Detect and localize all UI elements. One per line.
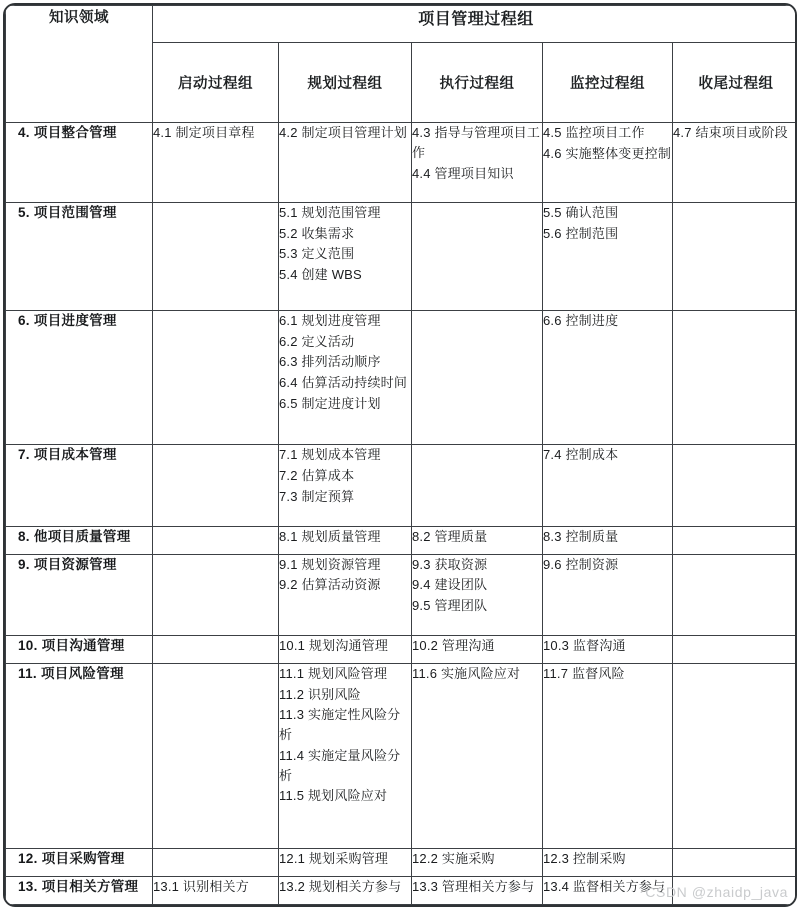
- knowledge-area-number: 10.: [18, 637, 38, 653]
- process-cell-initiating: [153, 123, 279, 203]
- process-list: [279, 311, 411, 414]
- table-row: [6, 526, 798, 554]
- process-item: 4.3 指导与管理项目工作: [412, 125, 541, 160]
- process-list: [412, 877, 542, 897]
- header-stage-planning-label: 规划过程组: [286, 49, 404, 116]
- process-cell-executing: [412, 202, 543, 310]
- process-item: 11.5 规划风险应对: [279, 788, 388, 804]
- process-list: [543, 664, 672, 684]
- process-item: 13.4 监督相关方参与: [543, 879, 666, 895]
- process-list: [279, 555, 411, 596]
- knowledge-area-cell: [6, 445, 153, 526]
- process-item: 4.2 制定项目管理计划: [279, 125, 408, 140]
- process-list: [279, 636, 411, 656]
- knowledge-area-number: 11.: [18, 665, 37, 681]
- process-cell-closing: [673, 877, 798, 905]
- table-row: [6, 849, 798, 877]
- process-item: 13.2 规划相关方参与: [279, 879, 402, 895]
- table-row: [6, 202, 798, 310]
- process-list: [412, 527, 542, 547]
- header-stage-monitoring: [543, 43, 673, 123]
- knowledge-area-number: 6.: [18, 312, 30, 328]
- process-item: 12.2 实施采购: [412, 851, 495, 867]
- process-cell-planning: [279, 310, 412, 445]
- process-item: 6.2 定义活动: [279, 333, 355, 349]
- process-list: [279, 849, 411, 869]
- header-stage-initiating: [153, 43, 279, 123]
- knowledge-area-process-group-table: [5, 5, 797, 905]
- process-item: 11.2 识别风险: [279, 686, 361, 702]
- process-cell-executing: [412, 849, 543, 877]
- process-list: [279, 445, 411, 506]
- knowledge-area-cell: [6, 123, 153, 203]
- process-cell-monitoring: [543, 123, 673, 203]
- table-row: [6, 635, 798, 663]
- knowledge-area-number: 7.: [18, 447, 30, 463]
- process-cell-closing: [673, 554, 798, 635]
- process-list: [412, 123, 542, 183]
- knowledge-area-name: 项目沟通管理: [41, 637, 125, 653]
- knowledge-area-number: 9.: [18, 556, 30, 572]
- knowledge-area-name: 项目资源管理: [33, 556, 117, 572]
- process-item: 4.5 监控项目工作: [543, 125, 645, 140]
- process-cell-executing: [412, 526, 543, 554]
- process-list: [543, 849, 672, 869]
- process-cell-initiating: [153, 310, 279, 445]
- process-item: 5.2 收集需求: [279, 225, 355, 241]
- matrix-frame: [3, 3, 797, 907]
- process-item: 9.6 控制资源: [543, 556, 619, 572]
- knowledge-area-number: 8.: [18, 528, 30, 544]
- table-row: [6, 663, 798, 848]
- process-cell-initiating: [153, 663, 279, 848]
- knowledge-area-cell: [6, 663, 153, 848]
- process-cell-executing: [412, 877, 543, 905]
- process-item: 5.4 创建 WBS: [279, 267, 362, 283]
- table-row: [6, 123, 798, 203]
- process-cell-monitoring: [543, 849, 673, 877]
- process-item: 6.1 规划进度管理: [279, 312, 381, 328]
- process-cell-closing: [673, 635, 798, 663]
- process-cell-closing: [673, 202, 798, 310]
- process-list: [673, 123, 797, 143]
- process-cell-planning: [279, 663, 412, 848]
- knowledge-area-name: 他项目质量管理: [33, 528, 131, 544]
- process-item: 10.3 监督沟通: [543, 637, 626, 653]
- process-item: 9.2 估算活动资源: [279, 577, 381, 593]
- process-cell-planning: [279, 123, 412, 203]
- process-item: 4.6 实施整体变更控制: [543, 145, 672, 161]
- process-item: 9.4 建设团队: [412, 577, 488, 593]
- knowledge-area-name: 项目风险管理: [41, 665, 124, 681]
- process-item: 6.6 控制进度: [543, 312, 619, 328]
- knowledge-area-cell: [6, 635, 153, 663]
- table-row: [6, 445, 798, 526]
- process-item: 9.1 规划资源管理: [279, 556, 381, 572]
- header-stage-initiating-label: 启动过程组: [160, 49, 271, 116]
- process-item: 7.1 规划成本管理: [279, 447, 381, 463]
- knowledge-area-name: 项目整合管理: [33, 125, 117, 140]
- process-item: 4.7 结束项目或阶段: [673, 125, 788, 140]
- process-cell-monitoring: [543, 877, 673, 905]
- process-cell-planning: [279, 445, 412, 526]
- process-cell-initiating: [153, 849, 279, 877]
- process-list: [543, 555, 672, 575]
- header-process-group-title: 项目管理过程组: [153, 6, 798, 43]
- process-item: 9.5 管理团队: [412, 598, 488, 614]
- process-list: [412, 636, 542, 656]
- header-row-group-title: [6, 6, 798, 43]
- process-list: [543, 203, 672, 244]
- process-list: [543, 445, 672, 465]
- knowledge-area-number: 13.: [18, 879, 38, 895]
- header-stage-planning: [279, 43, 412, 123]
- process-cell-initiating: [153, 554, 279, 635]
- process-cell-closing: [673, 123, 798, 203]
- process-list: [279, 203, 411, 285]
- process-list: [279, 664, 411, 806]
- process-cell-planning: [279, 849, 412, 877]
- process-item: 6.5 制定进度计划: [279, 395, 381, 411]
- knowledge-area-name: 项目范围管理: [33, 204, 117, 220]
- process-item: 8.1 规划质量管理: [279, 528, 381, 544]
- process-cell-executing: [412, 554, 543, 635]
- process-cell-initiating: [153, 877, 279, 905]
- process-cell-closing: [673, 310, 798, 445]
- process-cell-monitoring: [543, 663, 673, 848]
- process-item: 5.5 确认范围: [543, 204, 619, 220]
- process-cell-executing: [412, 310, 543, 445]
- process-cell-initiating: [153, 202, 279, 310]
- process-cell-monitoring: [543, 202, 673, 310]
- process-item: 8.2 管理质量: [412, 528, 488, 544]
- process-item: 9.3 获取资源: [412, 556, 488, 572]
- knowledge-area-name: 项目成本管理: [33, 447, 117, 463]
- knowledge-area-name: 项目相关方管理: [41, 879, 139, 895]
- process-cell-planning: [279, 877, 412, 905]
- process-cell-initiating: [153, 445, 279, 526]
- process-item: 13.3 管理相关方参与: [412, 879, 535, 895]
- process-cell-initiating: [153, 635, 279, 663]
- watermark: CSDN @zhaidp_java: [645, 884, 788, 900]
- process-list: [543, 636, 672, 656]
- process-item: 13.1 识别相关方: [153, 879, 249, 895]
- process-item: 10.1 规划沟通管理: [279, 637, 389, 653]
- header-stage-monitoring-label: 监控过程组: [550, 49, 665, 116]
- process-item: 11.7 监督风险: [543, 665, 625, 681]
- process-item: 12.3 控制采购: [543, 851, 626, 867]
- process-list: [153, 877, 278, 897]
- header-stage-executing: [412, 43, 543, 123]
- process-list: [543, 311, 672, 331]
- process-cell-closing: [673, 849, 798, 877]
- process-cell-planning: [279, 526, 412, 554]
- process-cell-executing: [412, 663, 543, 848]
- process-list: [543, 123, 672, 164]
- process-cell-monitoring: [543, 310, 673, 445]
- process-item: 11.4 实施定量风险分析: [279, 747, 401, 783]
- process-cell-monitoring: [543, 635, 673, 663]
- process-cell-executing: [412, 445, 543, 526]
- process-item: 7.2 估算成本: [279, 468, 355, 484]
- process-item: 5.3 定义范围: [279, 246, 355, 262]
- knowledge-area-number: 12.: [18, 851, 38, 867]
- process-item: 10.2 管理沟通: [412, 637, 495, 653]
- process-item: 7.3 制定预算: [279, 488, 355, 504]
- table-row: [6, 310, 798, 445]
- knowledge-area-name: 项目进度管理: [33, 312, 117, 328]
- process-list: [412, 849, 542, 869]
- process-list: [412, 555, 542, 616]
- process-cell-closing: [673, 445, 798, 526]
- table-row: [6, 877, 798, 905]
- process-list: [279, 123, 411, 143]
- knowledge-area-cell: [6, 310, 153, 445]
- process-item: 6.3 排列活动顺序: [279, 354, 381, 370]
- process-list: [543, 877, 672, 897]
- process-item: 11.3 实施定性风险分析: [279, 707, 401, 743]
- process-item: 4.4 管理项目知识: [412, 165, 514, 181]
- header-stage-executing-label: 执行过程组: [419, 49, 535, 116]
- header-stage-closing: [673, 43, 798, 123]
- process-item: 11.1 规划风险管理: [279, 665, 388, 681]
- knowledge-area-cell: [6, 202, 153, 310]
- process-cell-closing: [673, 526, 798, 554]
- table-header: [6, 6, 798, 123]
- process-item: 5.1 规划范围管理: [279, 204, 381, 220]
- process-item: 11.6 实施风险应对: [412, 665, 521, 681]
- process-item: 4.1 制定项目章程: [153, 125, 255, 140]
- knowledge-area-cell: [6, 877, 153, 905]
- process-cell-executing: [412, 123, 543, 203]
- process-cell-monitoring: [543, 445, 673, 526]
- process-item: 12.1 规划采购管理: [279, 851, 389, 867]
- process-cell-planning: [279, 202, 412, 310]
- header-knowledge-area: 知识领域: [6, 6, 153, 123]
- process-item: 5.6 控制范围: [543, 225, 619, 241]
- process-list: [279, 877, 411, 897]
- knowledge-area-name: 项目采购管理: [41, 851, 125, 867]
- process-list: [153, 123, 278, 143]
- process-cell-monitoring: [543, 554, 673, 635]
- process-item: 7.4 控制成本: [543, 447, 619, 463]
- knowledge-area-number: 4.: [18, 125, 30, 140]
- knowledge-area-cell: [6, 554, 153, 635]
- knowledge-area-number: 5.: [18, 204, 30, 220]
- knowledge-area-cell: [6, 849, 153, 877]
- process-cell-planning: [279, 635, 412, 663]
- process-cell-initiating: [153, 526, 279, 554]
- process-list: [412, 664, 542, 684]
- table-row: [6, 554, 798, 635]
- process-list: [279, 527, 411, 547]
- process-item: 6.4 估算活动持续时间: [279, 375, 408, 391]
- process-list: [543, 527, 672, 547]
- process-cell-executing: [412, 635, 543, 663]
- process-cell-monitoring: [543, 526, 673, 554]
- process-item: 8.3 控制质量: [543, 528, 619, 544]
- process-cell-planning: [279, 554, 412, 635]
- table-body: [6, 123, 798, 905]
- process-cell-closing: [673, 663, 798, 848]
- knowledge-area-cell: [6, 526, 153, 554]
- header-stage-closing-label: 收尾过程组: [680, 49, 792, 116]
